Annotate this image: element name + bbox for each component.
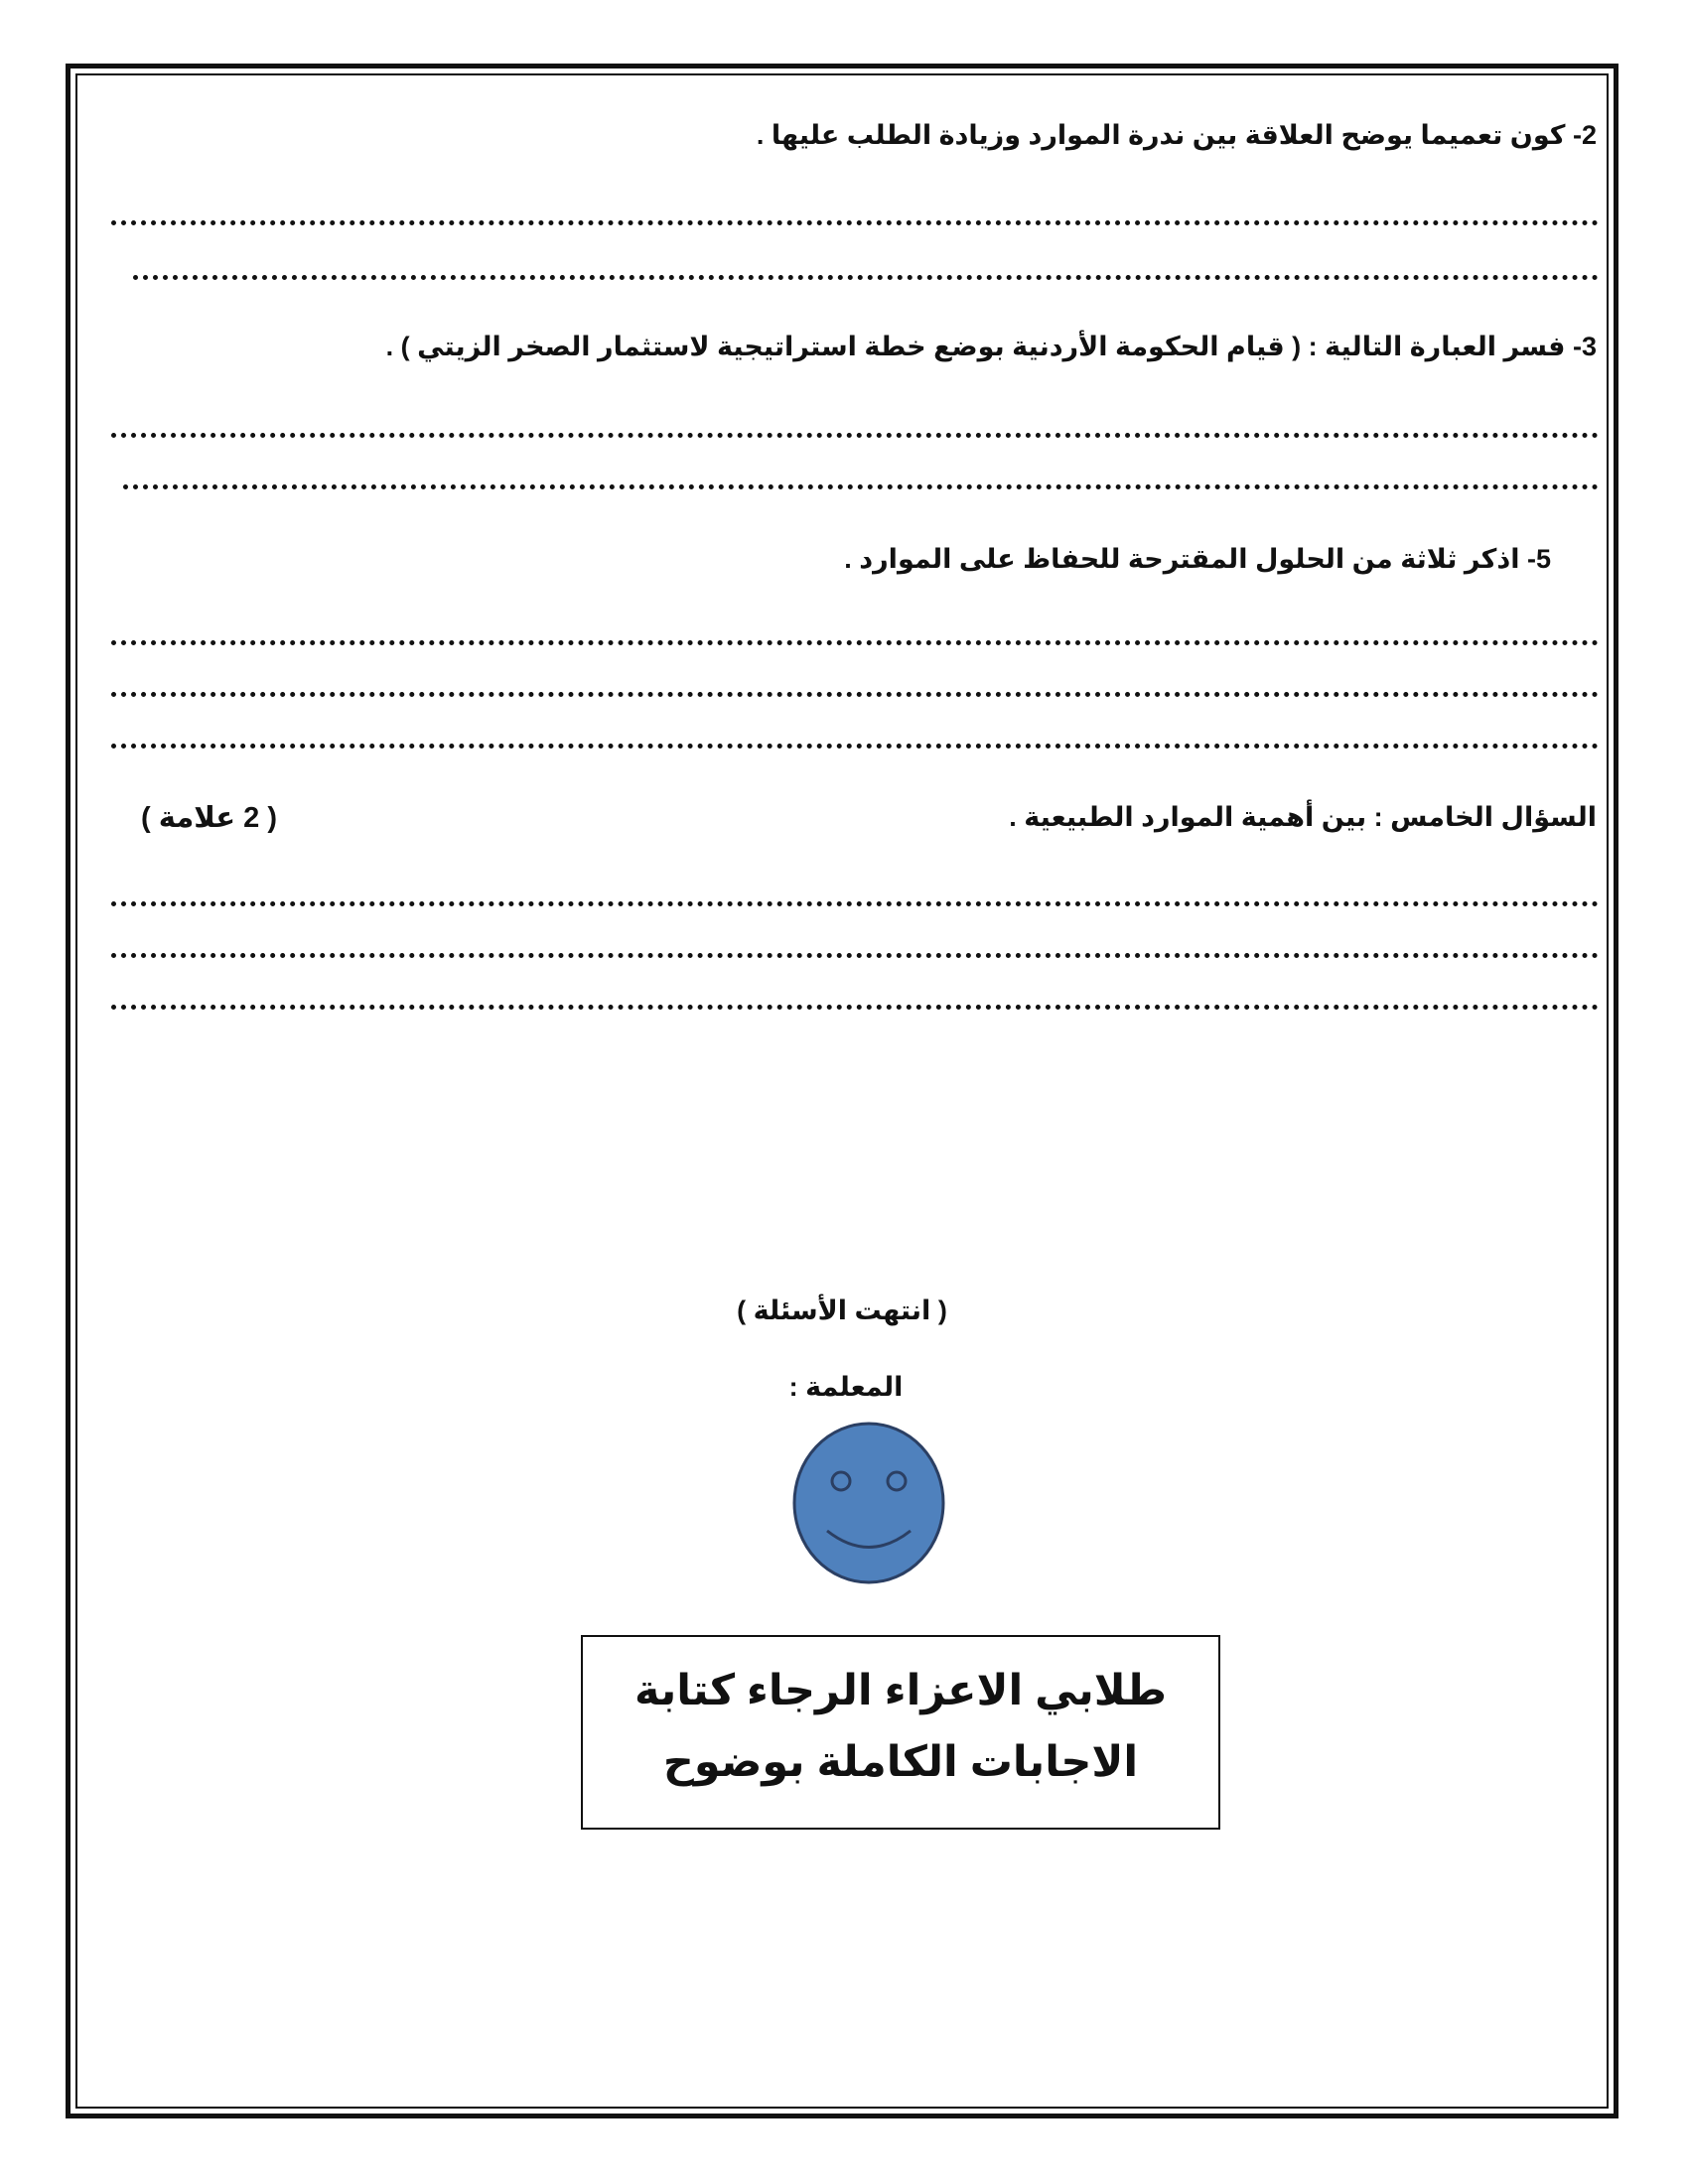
- answer-line: [111, 640, 1599, 645]
- teacher-label: المعلمة :: [788, 1372, 904, 1402]
- answer-line: [111, 1005, 1599, 1010]
- question-mark-value: ( 2 علامة ): [141, 802, 278, 834]
- question-3-text: 3- فسر العبارة التالية : ( قيام الحكومة الأردنية بوضع خطة استراتيجية لاستثمار الصخر الزيتي ) .: [385, 332, 1597, 361]
- instructions-line-2: الاجابات الكاملة بوضوح: [662, 1738, 1139, 1786]
- answer-line: [111, 953, 1599, 958]
- fifth-question-text: السؤال الخامس : بين أهمية الموارد الطبيعية .: [1009, 802, 1597, 832]
- answer-line: [111, 220, 1599, 225]
- question-5-text: 5- اذكر ثلاثة من الحلول المقترحة للحفاظ على الموارد .: [844, 544, 1551, 574]
- answer-line: [123, 484, 1599, 489]
- answer-line: [111, 692, 1599, 697]
- instructions-box: [581, 1635, 1220, 1830]
- answer-line: [111, 433, 1599, 438]
- answer-line: [111, 744, 1599, 749]
- answer-line: [133, 275, 1599, 280]
- end-of-questions: ( انتهت الأسئلة ): [737, 1296, 947, 1325]
- instructions-line-1: طلابي الاعزاء الرجاء كتابة: [634, 1667, 1167, 1714]
- answer-line: [111, 901, 1599, 906]
- smiley-face-icon: [789, 1420, 948, 1586]
- question-2-text: 2- كون تعميما يوضح العلاقة بين ندرة الموارد وزيادة الطلب عليها .: [756, 120, 1597, 150]
